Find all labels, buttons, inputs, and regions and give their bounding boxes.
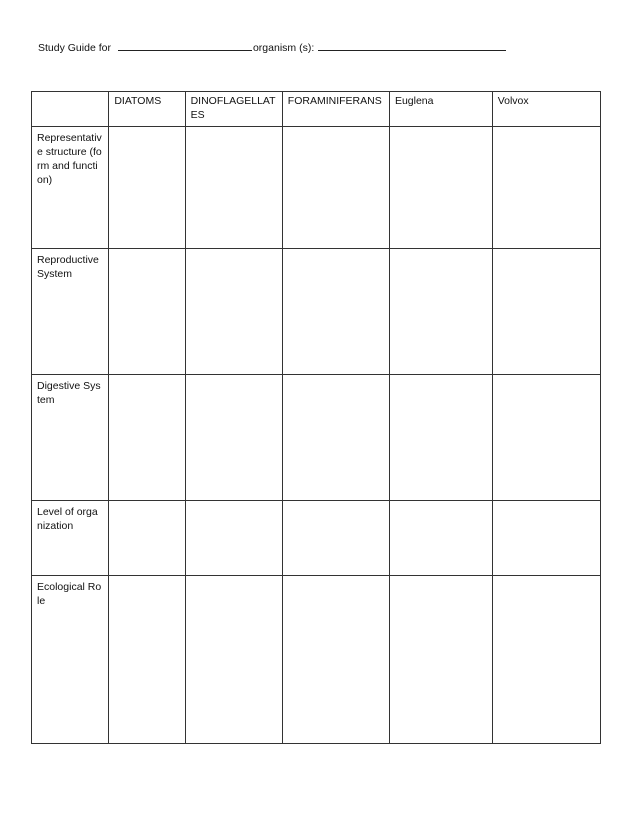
answer-cell[interactable] (185, 127, 282, 249)
row-label-level-of-organization: Level of organization (32, 501, 109, 576)
answer-cell[interactable] (282, 501, 389, 576)
corner-cell (32, 92, 109, 127)
answer-cell[interactable] (185, 249, 282, 375)
header-row (32, 92, 601, 127)
answer-cell[interactable] (282, 375, 389, 501)
table-row (32, 375, 601, 501)
table-row (32, 576, 601, 744)
column-header-dinoflagellates: DINOFLAGELLATES (185, 92, 282, 127)
column-header-volvox: Volvox (492, 92, 600, 127)
row-label-reproductive-system: Reproductive System (32, 249, 109, 375)
answer-cell[interactable] (492, 249, 600, 375)
answer-cell[interactable] (109, 501, 185, 576)
answer-cell[interactable] (492, 576, 600, 744)
row-label-ecological-role: Ecological Role (32, 576, 109, 744)
study-guide-header (38, 39, 507, 54)
answer-cell[interactable] (389, 375, 492, 501)
answer-cell[interactable] (185, 576, 282, 744)
answer-cell[interactable] (389, 501, 492, 576)
answer-cell[interactable] (282, 249, 389, 375)
answer-cell[interactable] (492, 375, 600, 501)
answer-cell[interactable] (109, 576, 185, 744)
answer-cell[interactable] (109, 127, 185, 249)
row-label-representative-structure: Representativ e structure (form and function) (32, 127, 109, 249)
answer-cell[interactable] (389, 249, 492, 375)
answer-cell[interactable] (282, 576, 389, 744)
organism-blank[interactable] (318, 39, 506, 51)
answer-cell[interactable] (389, 576, 492, 744)
table-row (32, 249, 601, 375)
column-header-euglena: Euglena (389, 92, 492, 127)
column-header-foraminiferans: FORAMINIFERANS (282, 92, 389, 127)
study-guide-subject-blank[interactable] (118, 39, 252, 51)
study-guide-table (31, 91, 601, 744)
answer-cell[interactable] (185, 501, 282, 576)
organism-label: organism (s): (252, 42, 315, 54)
study-guide-label: Study Guide for (38, 42, 111, 54)
answer-cell[interactable] (492, 127, 600, 249)
answer-cell[interactable] (109, 375, 185, 501)
answer-cell[interactable] (185, 375, 282, 501)
table-row (32, 127, 601, 249)
table-row (32, 501, 601, 576)
answer-cell[interactable] (109, 249, 185, 375)
answer-cell[interactable] (282, 127, 389, 249)
answer-cell[interactable] (492, 501, 600, 576)
row-label-digestive-system: Digestive System (32, 375, 109, 501)
answer-cell[interactable] (389, 127, 492, 249)
column-header-diatoms: DIATOMS (109, 92, 185, 127)
